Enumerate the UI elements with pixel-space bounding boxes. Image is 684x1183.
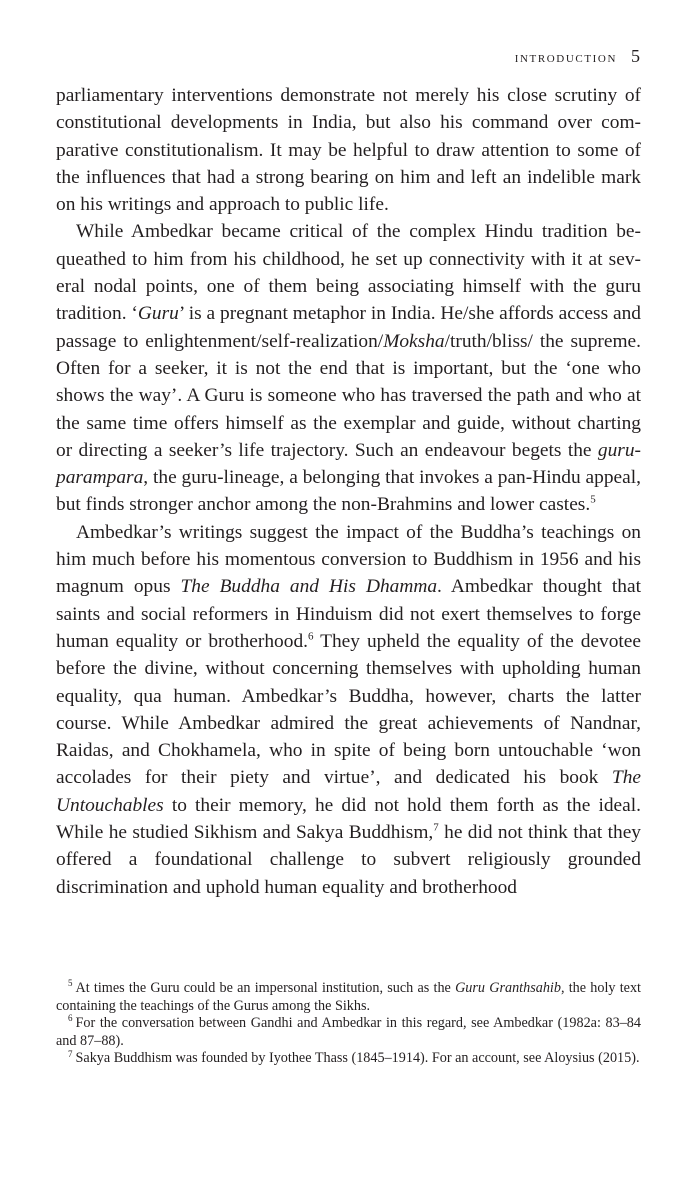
italic-term: guru-parampara: [56, 439, 641, 489]
footnotes: [56, 980, 641, 1068]
body-text: [56, 82, 641, 901]
page-number: 5: [631, 46, 640, 66]
section-title: introduction: [514, 49, 617, 66]
paragraph-text: parliamentary interventions demonstrate not merely his close scrutiny of constitutional developments in India, but also his command over comparative constitutionalism. It may be helpful to draw attention to some of the influences that had a strong bearing on him and left an indelible mark on his writings and approach to public life.: [56, 85, 641, 216]
footnote-number: 7: [68, 1048, 73, 1059]
paragraph-3: [56, 519, 641, 901]
footnote-text: At times the Guru could be an impersonal institution, such as the: [75, 980, 456, 996]
paragraph-text: , the guru-lineage, a belonging that invokes a pan-Hindu appeal, but finds stronger anchor among the non-Brahmins and lower castes.: [56, 467, 641, 516]
running-header: [515, 46, 640, 67]
book-title: The Untouchables: [56, 767, 641, 816]
footnote-ref-7[interactable]: 7: [433, 821, 439, 834]
paragraph-text: They upheld the equality of the devotee before the divine, without concerning themselves with upholding human equality, qua human. Ambedkar’s Buddha, however, charts the latter course. While Ambedkar admired the great achievements of Nandnar, Raidas, and Chokhamela, who in spite of being born untouchable ‘won accolades for their piety and virtue’, and dedicated his book: [56, 630, 641, 789]
footnote-ref-6[interactable]: 6: [308, 630, 314, 643]
paragraph-text: to their memory, he did not hold them forth as the ideal. While he studied Sikhism and Sakya Buddhism,: [56, 794, 641, 844]
paragraph-text: /truth/bliss/ the supreme. Often for a seeker, it is not the end that is important, but the ‘one who shows the way’. A Guru is someone who has traversed the path and who at the same time offers himself as the exemplar and guide, without charting or directing a seeker’s life trajectory. Such an endeavour begets the: [56, 330, 641, 461]
paragraph-text: Ambedkar’s writings suggest the impact of the Buddha’s teachings on him much before his momentous conversion to Buddhism in 1956 and his magnum opus: [56, 521, 641, 598]
footnote-6: [56, 1015, 641, 1050]
book-title: The Buddha and His Dhamma: [180, 576, 438, 598]
footnote-text: For the conversation between Gandhi and Ambedkar in this regard, see Ambedkar (1982a: 83–84 and 87–88).: [56, 1015, 641, 1049]
paragraph-2: [56, 218, 641, 518]
paragraph-text: ’ is a pregnant metaphor in India. He/she affords access and passage to enlightenment/self-realization/: [56, 303, 641, 352]
paragraph-text: he did not think that they offered a foundational challenge to subvert religiously grounded discrimination and uphold human equality and brotherhood: [56, 822, 641, 898]
italic-term: Guru: [137, 303, 179, 325]
footnote-text: Sakya Buddhism was founded by Iyothee Thass (1845–1914). For an account, see Aloysius (2015).: [75, 1050, 640, 1067]
italic-term: Guru Granthsahib: [455, 980, 561, 996]
footnote-ref-5[interactable]: 5: [590, 493, 596, 506]
footnote-5: [56, 980, 641, 1015]
paragraph-1: [56, 82, 641, 218]
footnote-7: [56, 1050, 641, 1068]
footnote-number: 6: [68, 1013, 73, 1024]
footnote-text: , the holy text containing the teachings of the Gurus among the Sikhs.: [56, 980, 641, 1014]
paragraph-text: While Ambedkar became critical of the complex Hindu tradition bequeathed to him from his childhood, he set up connectivity with it at several nodal points, one of them being associating himself with the guru tradition. ‘: [56, 221, 641, 325]
paragraph-text: . Ambedkar thought that saints and social reformers in Hinduism did not exert themselves to forge human equality or brotherhood.: [56, 576, 642, 652]
footnote-number: 5: [68, 978, 73, 989]
italic-term: Moksha: [383, 330, 445, 352]
